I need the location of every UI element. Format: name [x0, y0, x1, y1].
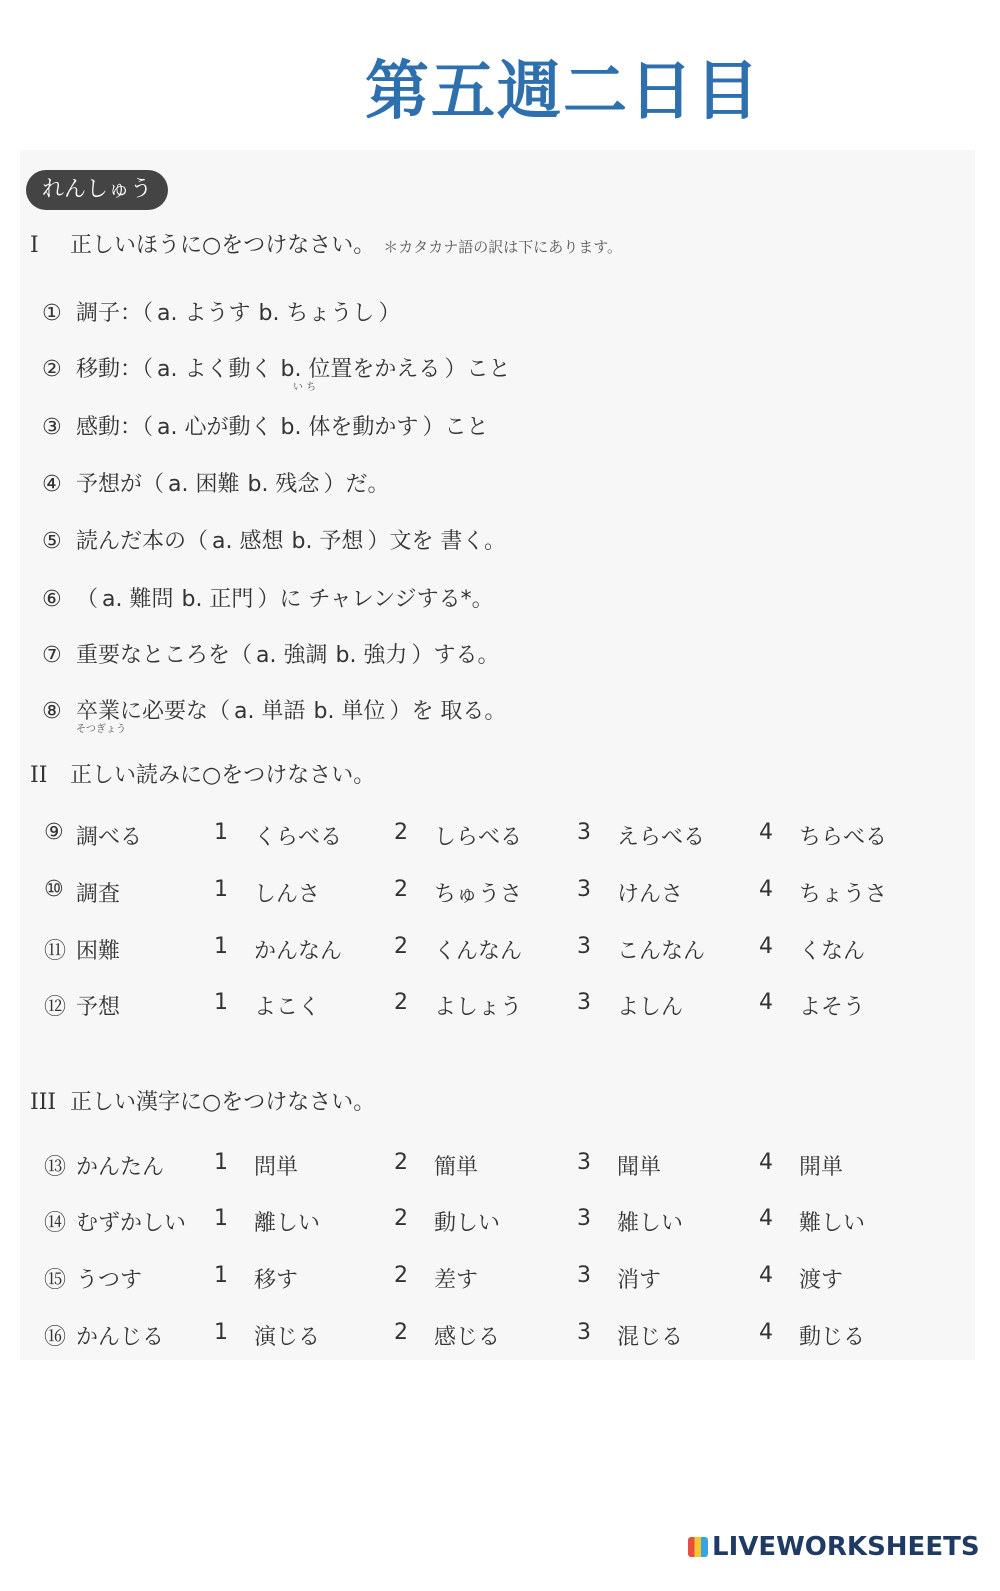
choice-4[interactable]: 難しい	[799, 1211, 866, 1236]
page-title: 第五週二日目	[365, 55, 761, 129]
question-stem: （	[76, 587, 99, 612]
question-word: 困難	[76, 939, 121, 964]
choice-2[interactable]: しらべる	[434, 825, 523, 850]
question-number: ⑦	[42, 643, 62, 668]
section-instruction: 正しい読みに○をつけなさい。	[70, 763, 376, 788]
choice-number: 3	[577, 1150, 591, 1175]
choice-4[interactable]: 渡す	[799, 1268, 844, 1293]
option-b[interactable]: b. ちょうし	[258, 301, 375, 326]
question-stem	[76, 694, 231, 735]
question-number: ⑭	[44, 1211, 67, 1236]
option-a[interactable]: a. ようす	[157, 301, 251, 326]
question-1	[42, 296, 400, 327]
choice-number: 1	[214, 990, 228, 1015]
choice-number: 4	[759, 1206, 773, 1231]
choice-3[interactable]: 消す	[617, 1268, 662, 1293]
section-number: II	[30, 763, 48, 788]
option-a[interactable]: a. よく動く	[157, 357, 273, 382]
question-number: ⑨	[44, 820, 64, 845]
section-3-heading	[30, 1085, 375, 1116]
choice-number: 4	[759, 820, 773, 845]
choice-1[interactable]: しんさ	[254, 882, 321, 907]
option-a[interactable]: a. 難問	[102, 587, 174, 612]
option-b[interactable]: b. 体を動かす	[280, 415, 419, 440]
choice-2[interactable]: 動しい	[434, 1211, 501, 1236]
option-a[interactable]: a. 単語	[234, 699, 306, 724]
choice-3[interactable]: 雑しい	[617, 1211, 684, 1236]
question-number: ④	[42, 472, 62, 497]
choice-number: 1	[214, 934, 228, 959]
choice-1[interactable]: 移す	[254, 1268, 299, 1293]
practice-badge: れんしゅう	[26, 170, 168, 210]
question-number: ⑧	[42, 699, 62, 724]
furigana: い ち	[292, 382, 317, 393]
question-number: ⑪	[44, 939, 67, 964]
choice-number: 3	[577, 1320, 591, 1345]
choice-4[interactable]: ちょうさ	[799, 882, 888, 907]
choice-3[interactable]: 混じる	[617, 1325, 684, 1350]
section-note: ＊カタカナ語の訳は下にあります。	[383, 238, 623, 256]
question-word: むずかしい	[76, 1211, 187, 1236]
section-1-heading	[30, 228, 622, 259]
option-b[interactable]: b. 残念	[247, 472, 320, 497]
section-number: I	[30, 233, 39, 258]
question-number: ⑫	[44, 995, 67, 1020]
choice-2[interactable]: くんなん	[434, 939, 523, 964]
choice-2[interactable]: 感じる	[434, 1325, 501, 1350]
choice-number: 1	[214, 1320, 228, 1345]
question-tail: ）を 取る。	[389, 699, 507, 724]
question-number: ⑬	[44, 1155, 67, 1180]
choice-number: 1	[214, 1150, 228, 1175]
question-tail: ）だ。	[323, 472, 390, 497]
liveworksheets-logo[interactable]	[688, 1532, 980, 1562]
question-8	[42, 694, 507, 735]
question-4	[42, 467, 389, 498]
question-stem: 予想が（	[76, 472, 165, 497]
choice-number: 3	[577, 934, 591, 959]
choice-2[interactable]: 差す	[434, 1268, 479, 1293]
choice-3[interactable]: よしん	[617, 995, 684, 1020]
question-word: 調べる	[76, 825, 143, 850]
choice-2[interactable]: ちゅうさ	[434, 882, 523, 907]
choice-1[interactable]: くらべる	[254, 825, 343, 850]
question-5	[42, 524, 506, 555]
question-stem: 感動：（	[76, 415, 154, 440]
choice-1[interactable]: 演じる	[254, 1325, 321, 1350]
choice-3[interactable]: こんなん	[617, 939, 706, 964]
question-word: うつす	[76, 1268, 143, 1293]
choice-number: 1	[214, 820, 228, 845]
choice-4[interactable]: 動じる	[799, 1325, 866, 1350]
option-b[interactable]: b. 強力	[335, 643, 408, 668]
section-instruction: 正しいほうに○をつけなさい。	[70, 233, 376, 258]
choice-number: 1	[214, 877, 228, 902]
question-7	[42, 638, 499, 669]
question-tail: ）する。	[411, 643, 500, 668]
liveworksheets-logo-icon	[688, 1537, 708, 1557]
choice-4[interactable]: ちらべる	[799, 825, 888, 850]
choice-number: 4	[759, 877, 773, 902]
choice-2[interactable]: 簡単	[434, 1155, 479, 1180]
choice-number: 2	[394, 1320, 408, 1345]
question-number: ⑮	[44, 1268, 67, 1293]
choice-4[interactable]: よそう	[799, 995, 866, 1020]
choice-number: 2	[394, 877, 408, 902]
question-number: ⑯	[44, 1325, 67, 1350]
choice-number: 4	[759, 1263, 773, 1288]
choice-number: 2	[394, 820, 408, 845]
option-a[interactable]: a. 強調	[256, 643, 328, 668]
choice-number: 3	[577, 820, 591, 845]
choice-4[interactable]: 開単	[799, 1155, 844, 1180]
option-b[interactable]: b. 予想	[291, 529, 364, 554]
question-tail: ）に チャレンジする*。	[257, 587, 494, 612]
option-b[interactable]	[280, 352, 441, 393]
section-number: III	[30, 1090, 57, 1115]
question-number: ②	[42, 357, 62, 382]
question-number: ⑥	[42, 587, 62, 612]
option-a[interactable]: a. 困難	[168, 472, 240, 497]
section-2-heading	[30, 758, 375, 789]
question-tail: ）こと	[444, 357, 511, 382]
option-a[interactable]: a. 感想	[212, 529, 284, 554]
question-stem: 移動：（	[76, 357, 154, 382]
choice-number: 1	[214, 1206, 228, 1231]
choice-number: 4	[759, 1150, 773, 1175]
choice-number: 3	[577, 1263, 591, 1288]
section-instruction: 正しい漢字に○をつけなさい。	[70, 1090, 376, 1115]
logo-text: LIVEWORKSHEETS	[712, 1532, 980, 1562]
choice-number: 3	[577, 1206, 591, 1231]
choice-3[interactable]: えらべる	[617, 825, 706, 850]
question-stem-text: 卒業に必要な（	[76, 699, 231, 724]
choice-3[interactable]: けんさ	[617, 882, 684, 907]
question-stem: 読んだ本の（	[76, 529, 209, 554]
question-6	[42, 582, 494, 613]
choice-2[interactable]: よしょう	[434, 995, 523, 1020]
question-stem: 重要なところを（	[76, 643, 253, 668]
choice-number: 4	[759, 934, 773, 959]
question-number: ①	[42, 301, 62, 326]
choice-number: 2	[394, 990, 408, 1015]
choice-number: 1	[214, 1263, 228, 1288]
question-tail: ）	[378, 301, 401, 326]
question-number: ⑤	[42, 529, 62, 554]
choice-number: 2	[394, 1150, 408, 1175]
question-word: 予想	[76, 995, 121, 1020]
option-a[interactable]: a. 心が動く	[157, 415, 273, 440]
choice-number: 3	[577, 877, 591, 902]
question-word: かんたん	[76, 1155, 165, 1180]
question-word: 調査	[76, 882, 121, 907]
choice-number: 2	[394, 934, 408, 959]
question-stem: 調子：（	[76, 301, 154, 326]
choice-1[interactable]: よこく	[254, 995, 321, 1020]
question-3	[42, 410, 488, 441]
choice-number: 4	[759, 1320, 773, 1345]
question-tail: ）文を 書く。	[367, 529, 506, 554]
choice-1[interactable]: 問単	[254, 1155, 299, 1180]
furigana: そつぎょう	[76, 724, 126, 735]
choice-1[interactable]: 離しい	[254, 1211, 321, 1236]
question-word: かんじる	[76, 1325, 165, 1350]
option-b[interactable]: b. 正門	[181, 587, 254, 612]
option-b-text: b. 位置をかえる	[280, 357, 441, 382]
choice-1[interactable]: かんなん	[254, 939, 343, 964]
choice-4[interactable]: くなん	[799, 939, 866, 964]
choice-number: 3	[577, 990, 591, 1015]
choice-number: 2	[394, 1206, 408, 1231]
question-tail: ）こと	[422, 415, 489, 440]
choice-3[interactable]: 聞単	[617, 1155, 662, 1180]
question-number: ③	[42, 415, 62, 440]
question-number: ⑩	[44, 877, 64, 902]
option-b[interactable]: b. 単位	[313, 699, 386, 724]
choice-number: 4	[759, 990, 773, 1015]
choice-number: 2	[394, 1263, 408, 1288]
question-2	[42, 352, 511, 393]
